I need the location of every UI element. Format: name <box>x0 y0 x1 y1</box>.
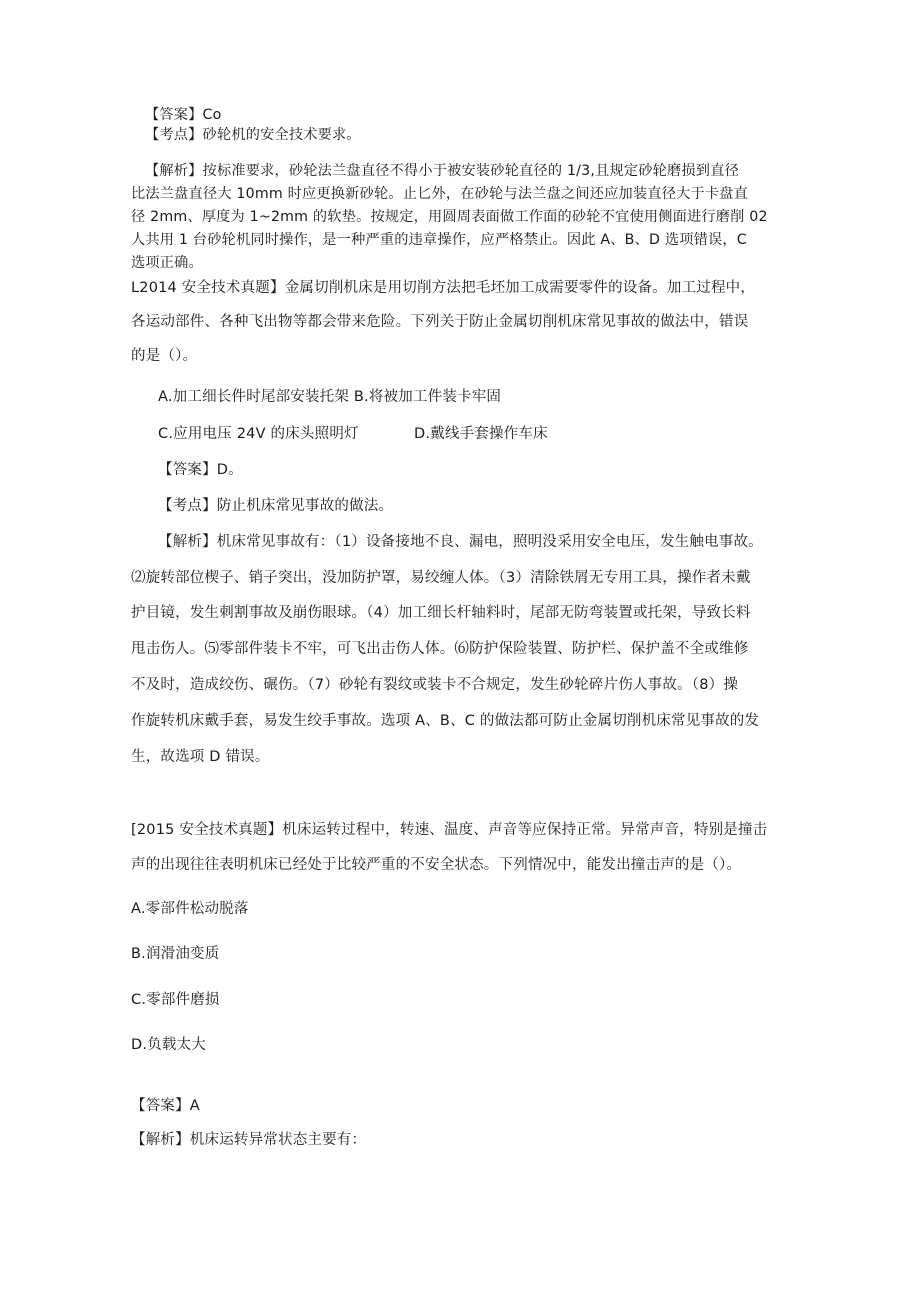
analysis-line: ⑵旋转部位楔子、销子突出，没加防护罩，易绞缠人体。（3）清除铁屑无专用工具，操作者未戴 <box>131 570 751 586</box>
question-stem-line: [2015 安全技术真题】机床运转过程中，转速、温度、声音等应保持正常。异常声音，特别是撞击 <box>131 822 768 838</box>
answer-line: 【答案】Co <box>145 107 222 123</box>
option-c: C.应用电压 24V 的床头照明灯 <box>158 426 359 442</box>
analysis-line: 不及时，造成绞伤、碾伤。（7）砂轮有裂纹或装卡不合规定，发生砂轮碎片伤人事故。（8）操 <box>131 677 739 693</box>
analysis-line: 人共用 1 台砂轮机同时操作，是一种严重的违章操作，应严格禁止。因此 A、B、D 选项错误，C <box>131 232 747 248</box>
question-stem-line: 的是（）。 <box>131 348 198 364</box>
option-d: D.戴线手套操作车床 <box>414 426 548 442</box>
analysis-line: 比法兰盘直径大 10mm 时应更换新砂轮。止匕外，在砂轮与法兰盘之间还应加装直径大于卡盘直 <box>131 186 749 202</box>
topic-line: 【考点】防止机床常见事故的做法。 <box>158 498 394 514</box>
option-d: D.负载太大 <box>131 1037 206 1053</box>
analysis-line: 生，故选项 D 错误。 <box>131 749 270 765</box>
analysis-line: 选项正确。 <box>131 255 203 271</box>
question-stem-line: L2014 安全技术真题】金属切削机床是用切削方法把毛坯加工成需要零件的设备。加工过程中， <box>131 280 756 296</box>
analysis-line: 甩击伤人。⑸零部件装卡不牢，可飞出击伤人体。⑹防护保险装置、防护栏、保护盖不全或维修 <box>131 641 749 657</box>
question-stem-line: 各运动部件、各种飞出物等都会带来危险。下列关于防止金属切削机床常见事故的做法中，错误 <box>131 314 749 330</box>
question-stem-line: 声的出现往往表明机床已经处于比较严重的不安全状态。下列情况中，能发出撞击声的是（）。 <box>131 857 742 873</box>
analysis-line: 【解析】机床常见事故有：（1）设备接地不良、漏电，照明没采用安全电压，发生触电事故。 <box>158 534 763 550</box>
analysis-line: 【解析】按标准要求，砂轮法兰盘直径不得小于被安装砂轮直径的 1/3,且规定砂轮磨损到直径 <box>145 163 739 179</box>
option-c: C.零部件磨损 <box>131 992 220 1008</box>
analysis-line: 作旋转机床戴手套，易发生绞手事故。选项 A、B、C 的做法都可防止金属切削机床常见事故的发 <box>131 713 760 729</box>
option-ab: A.加工细长件时尾部安装托架 B.将被加工件装卡牢固 <box>158 389 502 405</box>
topic-line: 【考点】砂轮机的安全技术要求。 <box>145 127 361 143</box>
option-b: B.润滑油变质 <box>131 946 220 962</box>
option-a: A.零部件松动脱落 <box>131 901 249 917</box>
answer-line: 【答案】A <box>131 1098 200 1114</box>
analysis-line: 【解析】机床运转异常状态主要有： <box>131 1132 367 1148</box>
analysis-line: 径 2mm、厚度为 1~2mm 的软垫。按规定，用圆周表面做工作面的砂轮不宜使用侧面进行磨削 02 <box>131 209 768 225</box>
answer-line: 【答案】D。 <box>158 462 243 478</box>
analysis-line: 护目镜，发生刺割事故及崩伤眼球。（4）加工细长杆轴料时，尾部无防弯装置或托架，导致长料 <box>131 605 751 621</box>
